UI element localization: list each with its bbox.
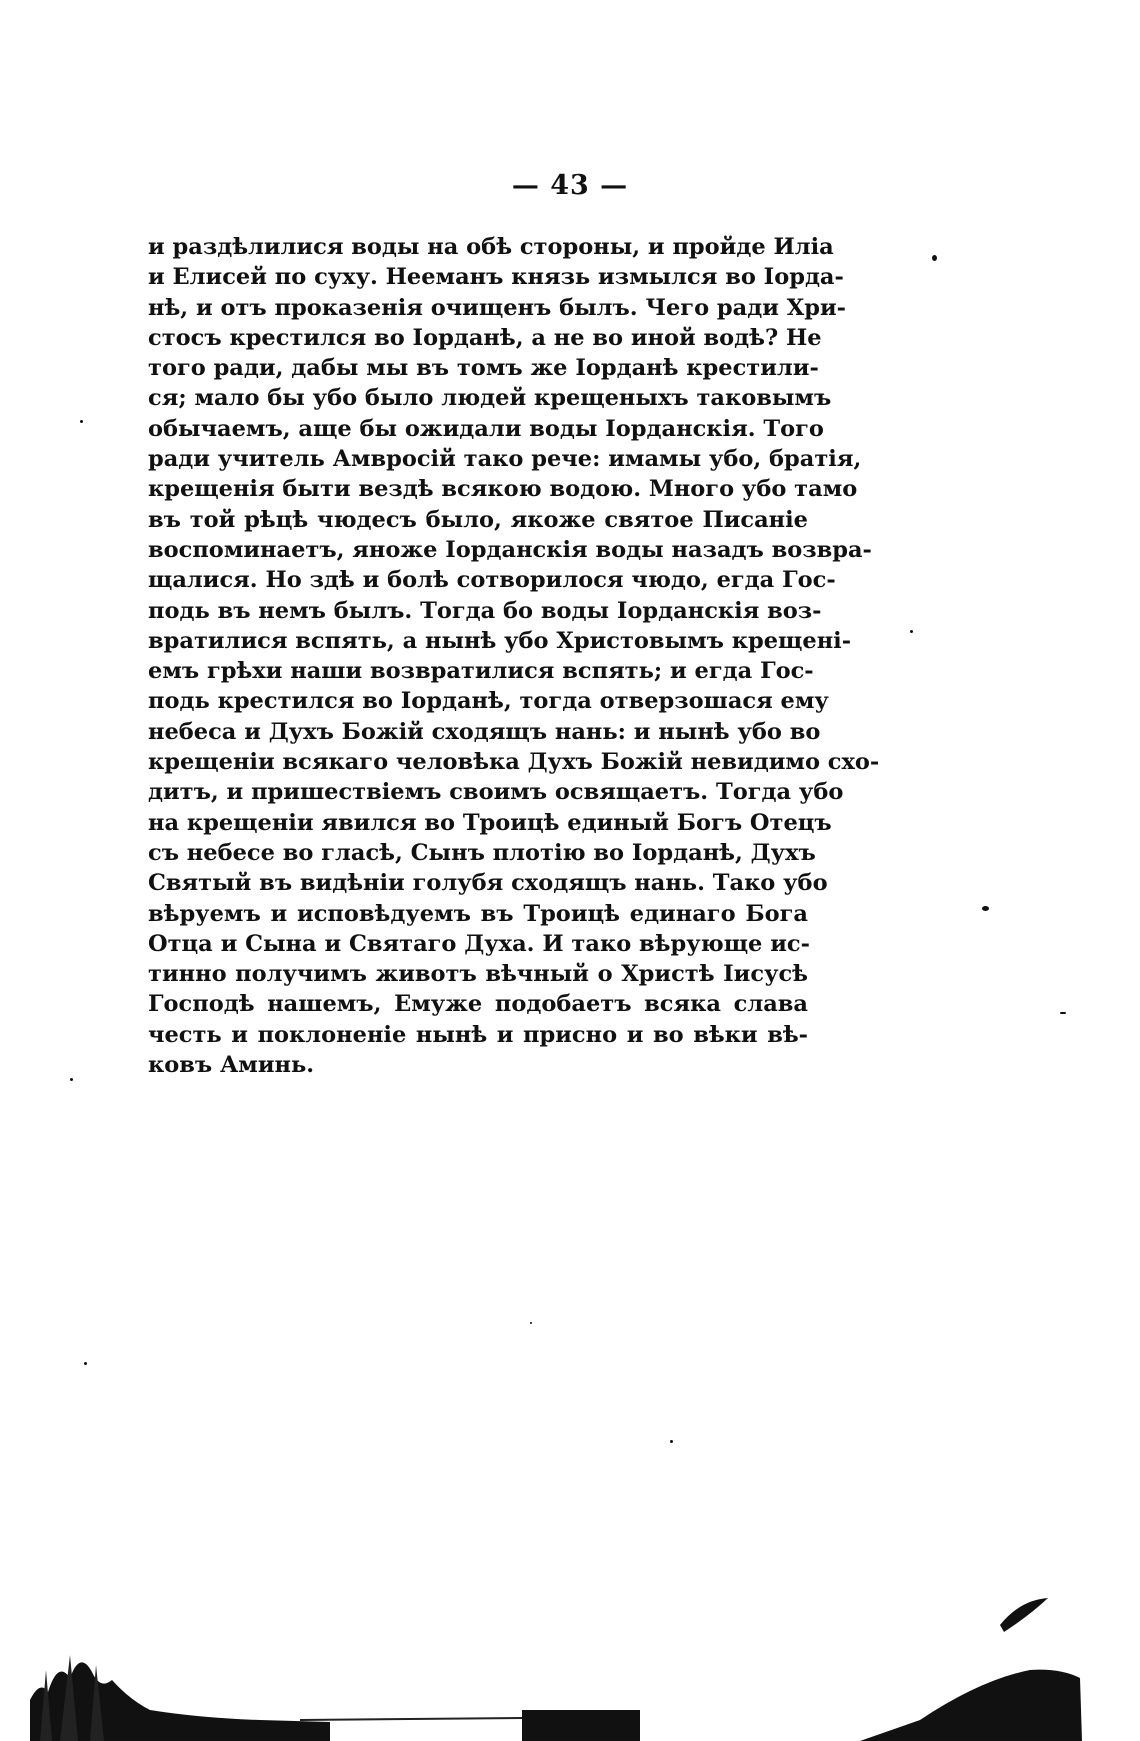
scan-speck xyxy=(530,1322,532,1324)
text-line: вратилися вспять, а нынѣ убо Христовымъ крещені- xyxy=(148,627,852,654)
scan-speck xyxy=(982,906,989,911)
page-number: — 43 — xyxy=(511,170,629,201)
text-line: на крещеніи явился во Троицѣ единый Богъ Отецъ xyxy=(148,809,832,836)
text-line: ковъ Аминь. xyxy=(148,1052,315,1079)
scan-speck xyxy=(1060,1012,1066,1014)
text-line: нѣ, и отъ проказенія очищенъ былъ. Чего ради Хри- xyxy=(148,294,846,321)
scan-speck xyxy=(80,420,83,423)
scan-artifacts xyxy=(0,1560,1140,1741)
text-line: емъ грѣхи наши возвратилися вспять; и егда Гос- xyxy=(148,658,814,685)
scan-line-left xyxy=(300,1718,522,1720)
scan-speck xyxy=(932,255,937,261)
text-line: дитъ, и пришествіемъ своимъ освящаетъ. Тогда убо xyxy=(148,779,844,806)
scan-speck xyxy=(910,630,913,633)
text-line: съ небесе во гласѣ, Сынъ плотію во Іорданѣ, Духъ xyxy=(148,839,816,866)
text-line: тинно получимъ животъ вѣчный о Христѣ Іисусѣ xyxy=(148,961,808,988)
scan-blotch-right xyxy=(860,1670,1082,1741)
text-line: небеса и Духъ Божій сходящъ нань: и нынѣ убо во xyxy=(148,718,821,745)
text-line: стосъ крестился во Іорданѣ, а не во иной водѣ? Не xyxy=(148,324,822,351)
text-line: ся; мало бы убо было людей крещеныхъ таковымъ xyxy=(148,385,832,412)
text-line: въ той рѣцѣ чюдесъ было, якоже святое Писаніе xyxy=(148,506,808,533)
scan-speck xyxy=(670,1440,673,1443)
text-line: и Елисей по суху. Нееманъ князь измылся во Іорда- xyxy=(148,264,844,291)
text-line: крещеніи всякаго человѣка Духъ Божій невидимо схо- xyxy=(148,749,880,776)
body-text xyxy=(148,232,880,1080)
text-line: честь и поклоненіе нынѣ и присно и во вѣки вѣ- xyxy=(148,1021,808,1048)
text-line: подь крестился во Іорданѣ, тогда отверзошася ему xyxy=(148,688,829,715)
scan-speck xyxy=(84,1362,87,1365)
text-line: обычаемъ, аще бы ожидали воды Іорданскія. Того xyxy=(148,415,824,442)
text-line: Господѣ нашемъ, Емуже подобаетъ всяка слава xyxy=(148,991,808,1018)
text-line: воспоминаетъ, яноже Іорданскія воды назадъ возвра- xyxy=(148,536,872,563)
text-line: того ради, дабы мы въ томъ же Іорданѣ крестили- xyxy=(148,355,819,382)
text-line: Святый въ видѣніи голубя сходящъ нань. Тако убо xyxy=(148,870,828,897)
scan-speck xyxy=(70,1078,73,1081)
text-line: щалися. Но здѣ и болѣ сотворилося чюдо, егда Гос- xyxy=(148,567,836,594)
text-line: вѣруемъ и исповѣдуемъ въ Троицѣ единаго Бога xyxy=(148,900,808,927)
scan-bar-center xyxy=(522,1710,640,1741)
text-line: ради учитель Амвросій тако рече: имамы убо, братія, xyxy=(148,446,862,473)
text-line: и раздѣлилися воды на обѣ стороны, и пройде Иліа xyxy=(148,234,834,260)
scan-mark-feather xyxy=(1000,1598,1048,1632)
text-line: крещенія быти вездѣ всякою водою. Много убо тамо xyxy=(148,476,858,503)
text-line: Отца и Сына и Святаго Духа. И тако вѣрующе ис- xyxy=(148,930,810,957)
text-line: подь въ немъ былъ. Тогда бо воды Іорданскія воз- xyxy=(148,597,822,624)
